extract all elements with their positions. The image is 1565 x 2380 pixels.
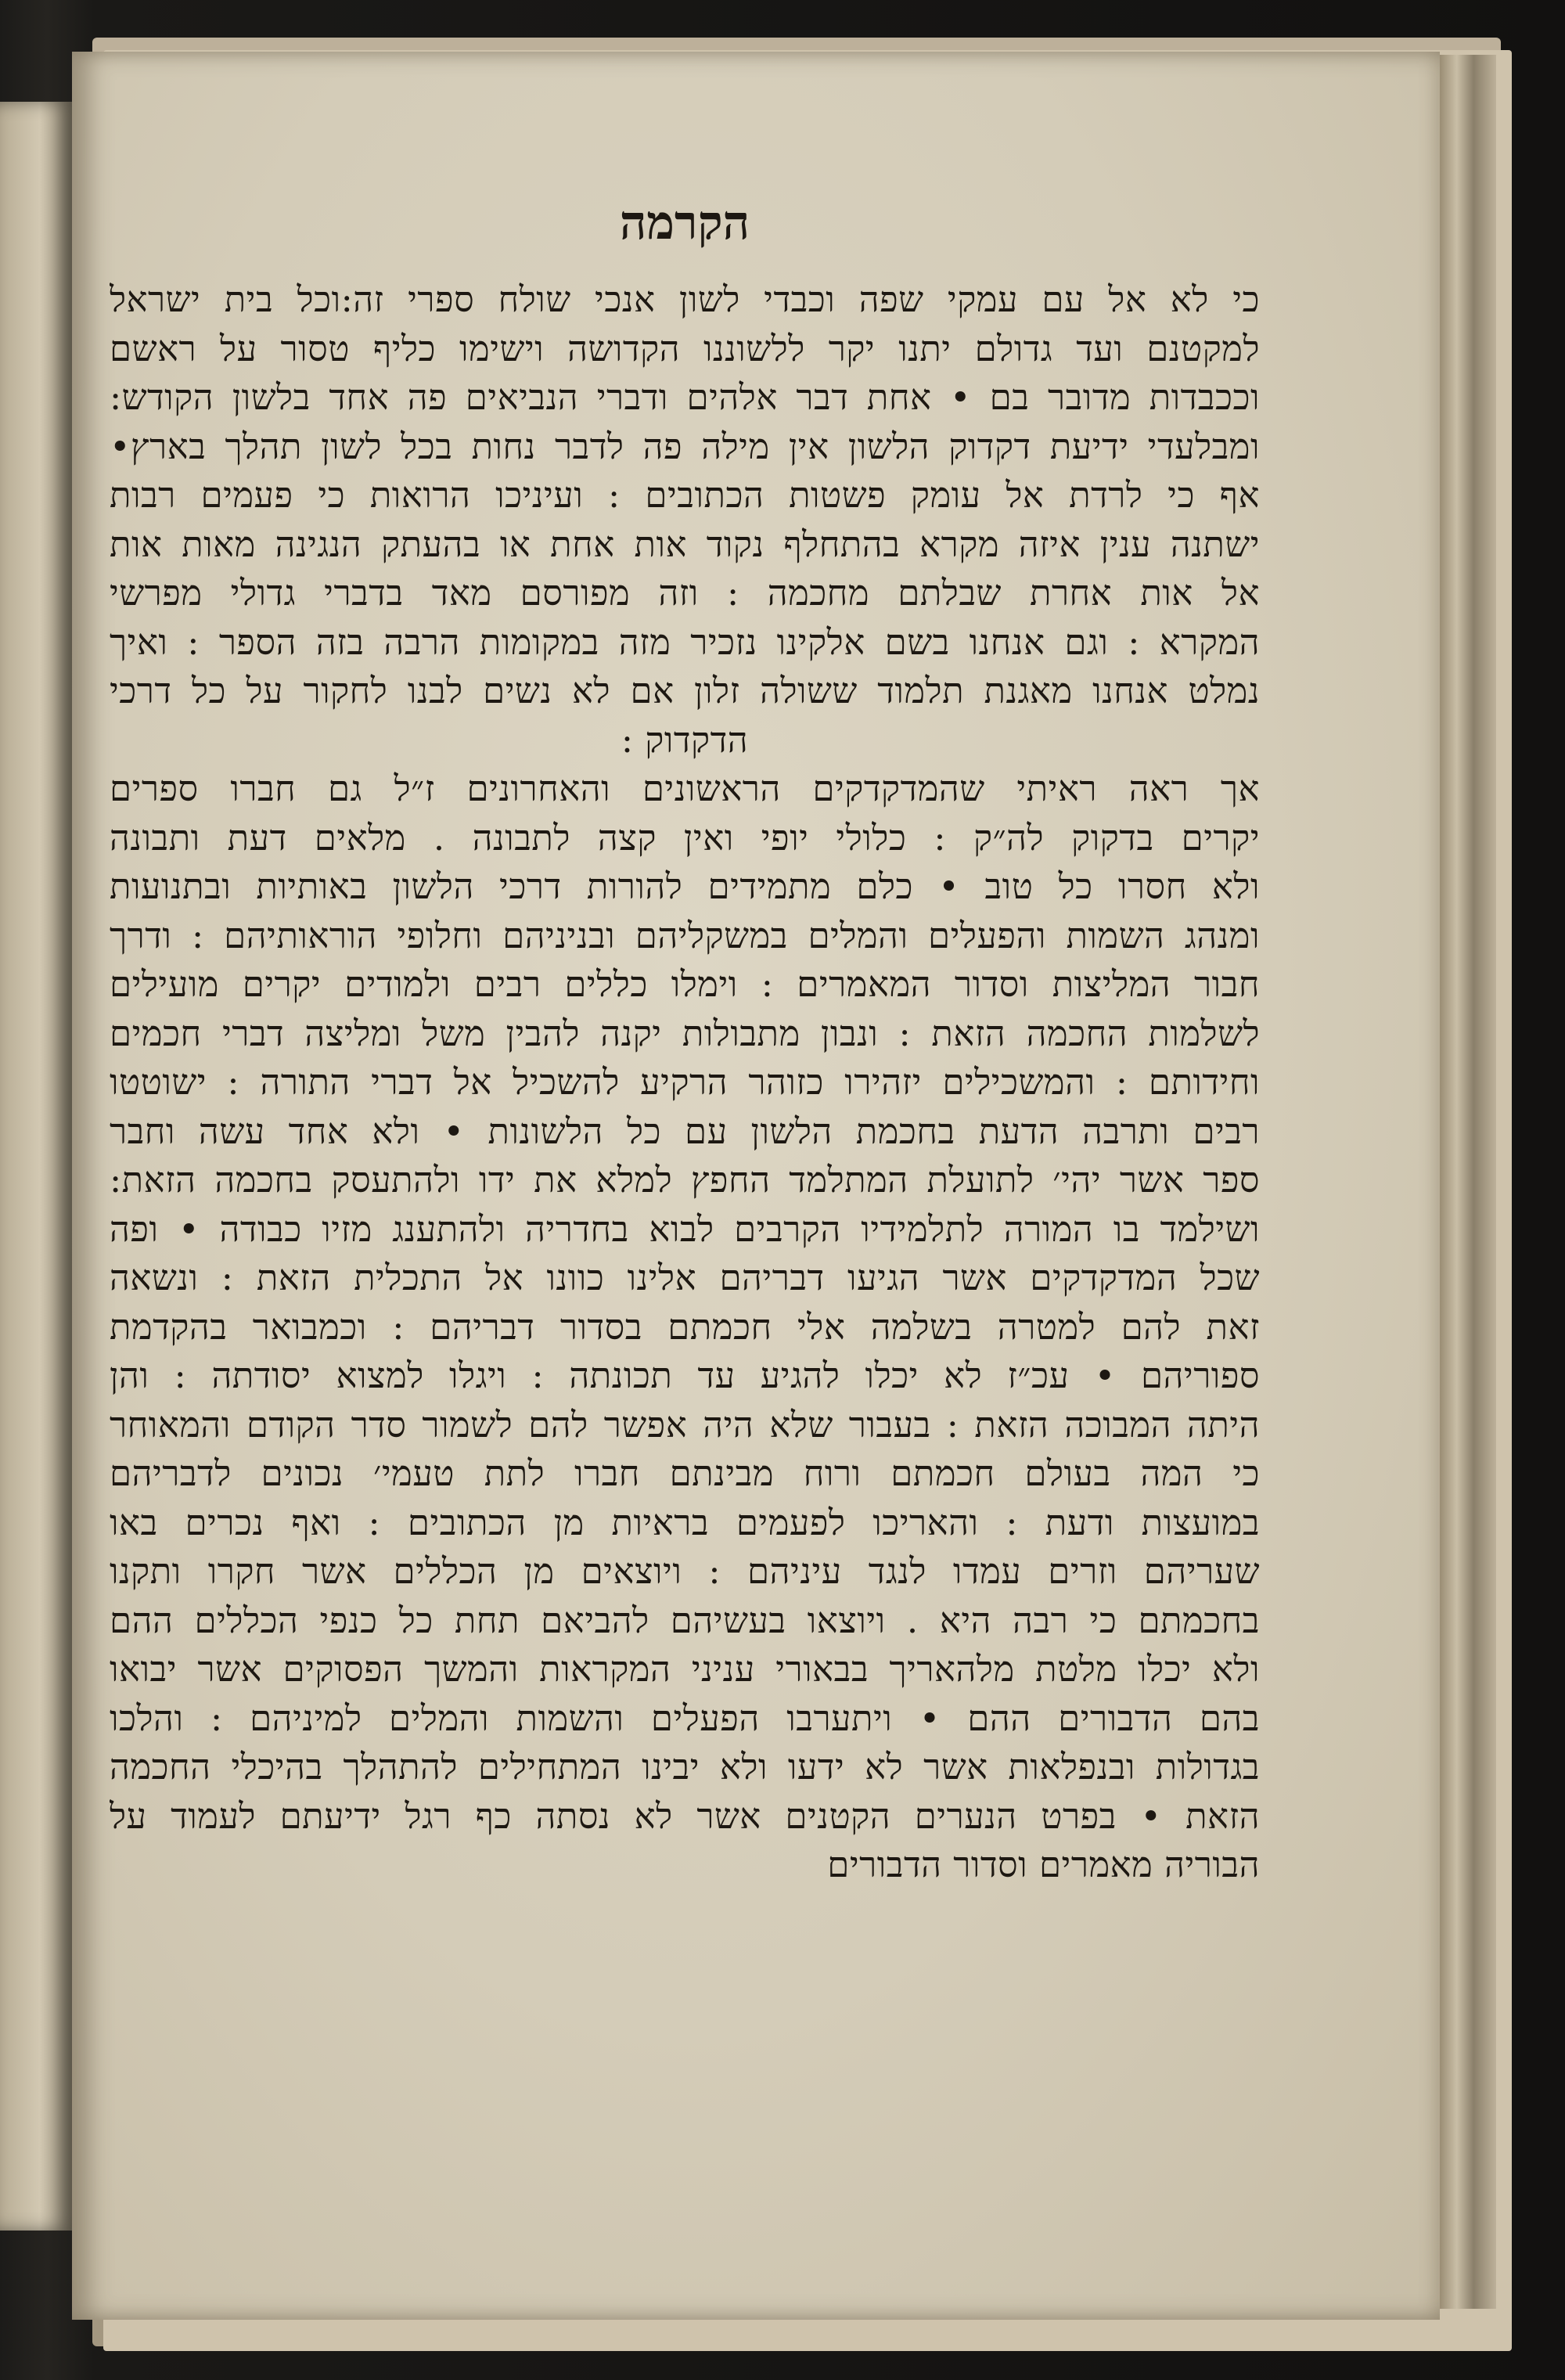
text-line: אף כי לרדת אל עומק פשטות הכתובים : ועיניכו הרואות כי פעמים רבות [110,474,1260,516]
text-line: לשלמות החכמה הזאת : ונבון מתבולות יקנה להבין משל ומליצה דברי חכמים [110,1012,1260,1054]
text-line: ספוריהם • עכ״ז לא יכלו להגיע עד תכונתה : ויגלו למצוא יסודתה : והן [110,1355,1260,1396]
text-line: ומבלעדי ידיעת דקדוק הלשון אין מילה פה לדבר נחות בכל לשון תהלך בארץ• [110,425,1260,467]
text-line: ספר אשר יהי׳ לתועלת המתלמד החפץ למלא את ידו ולהתעסק בחכמה הזאת: [110,1159,1260,1201]
text-line: הזאת • בפרט הנערים הקטנים אשר לא נסתה כף רגל ידיעתם לעמוד על [110,1795,1260,1837]
text-line: אך ראה ראיתי שהמדקדקים הראשונים והאחרונים ז״ל גם חברו ספרים [110,768,1260,809]
text-line: ולא חסרו כל טוב • כלם מתמידים להורות דרכי הלשון באותיות ובתנועות [110,866,1260,907]
text-line: וחידותם : והמשכילים יזהירו כזוהר הרקיע להשכיל אל דברי התורה : ישוטטו [110,1061,1260,1103]
text-line: במועצות ודעת : והאריכו לפעמים בראיות מן הכתובים : ואף נכרים באו [110,1501,1260,1543]
text-line: אל אות אחרת שבלתם מחכמה : וזה מפורסם מאד בדברי גדולי מפרשי [110,572,1260,614]
page-fore-edge [1440,55,1496,2309]
text-line: שעריהם וזרים עמדו לנגד עיניהם : ויוצאים מן הכללים אשר חקרו ותקנו [110,1550,1260,1592]
text-line: כי לא אל עם עמקי שפה וכבדי לשון אנכי שולח ספרי זה:וכל בית ישראל [110,279,1260,320]
text-line: הדקדוק : [621,718,749,761]
text-line: רבים ותרבה הדעת בחכמת הלשון עם כל הלשונות • ולא אחד עשה וחבר [110,1110,1260,1152]
text-line: נמלט אנחנו מאגנת תלמוד ששולה זלון אם לא נשים לבנו לחקור על כל דרכי [110,670,1260,711]
facing-page-edge [0,102,72,2231]
text-line: כי המה בעולם חכמתם ורוח מבינתם חברו לתת טעמי׳ נכונים לדבריהם [110,1453,1260,1494]
text-line: בחכמתם כי רבה היא . ויוצאו בעשיהם להביאם תחת כל כנפי הכללים ההם [110,1599,1260,1641]
text-line: זאת להם למטרה בשלמה אלי חכמתם בסדור דבריהם : וכמבואר בהקדמת [110,1305,1260,1348]
text-line: בגדולות ובנפלאות אשר לא ידעו ולא יבינו המתחילים להתהלך בהיכלי החכמה [110,1746,1260,1788]
text-line: יקרים בדקוק לה״ק : כלולי יופי ואין קצה לתבונה . מלאים דעת ותבונה [110,816,1260,859]
text-line: שכל המדקדקים אשר הגיעו דבריהם אלינו כוונו אל התכלית הזאת : ונשאה [110,1257,1260,1298]
text-line: ושילמד בו המורה לתלמידיו הקרבים לבוא בחדריה ולהתענג מזיו כבודה • ופה [110,1208,1260,1250]
text-line: ישתנה ענין איזה מקרא בהתחלף נקוד אות אחת או בהעתק הנגינה מאות אות [110,523,1260,565]
page-title: הקרמה [619,196,750,250]
preface-text [110,196,1260,1890]
text-line: ולא יכלו מלטת מלהאריך בבאורי עניני המקראות והמשך הפסוקים אשר יבואו [110,1648,1260,1690]
text-line: חבור המליצות וסדור המאמרים : וימלו כללים רבים ולמודים יקרים מועילים [110,963,1260,1005]
text-line: וככבדות מדובר בם • אחת דבר אלהים ודברי הנביאים פה אחד בלשון הקודש: [110,376,1260,418]
text-line: הבוריה מאמרים וסדור הדבורים [827,1844,1260,1885]
text-line: ומנהג השמות והפעלים והמלים במשקליהם ובניניהם וחלופי הוראותיהם : ודרך [110,914,1260,956]
text-line: המקרא : וגם אנחנו בשם אלקינו נזכיר מזה במקומות הרבה בזה הספר : ואיך [110,621,1260,663]
text-line: למקטנם ועד גדולם יתנו יקר ללשוננו הקדושה וישימו כליף טסור על ראשם [110,327,1260,369]
text-lines [110,275,1260,1890]
text-line: היתה המבוכה הזאת : בעבור שלא היה אפשר להם לשמור סדר הקודם והמאוחר [110,1403,1260,1446]
text-line: בהם הדבורים ההם • ויתערבו הפעלים והשמות והמלים למיניהם : והלכו [110,1697,1260,1739]
